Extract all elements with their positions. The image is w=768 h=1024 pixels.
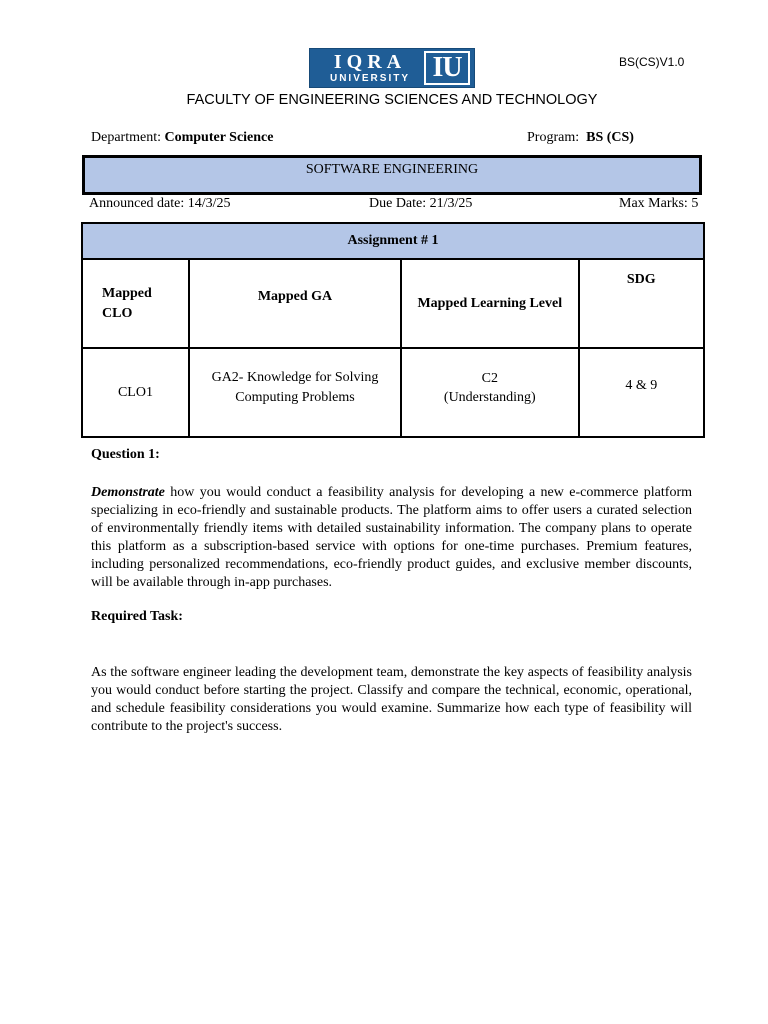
required-task-body: As the software engineer leading the development team, demonstrate the key aspects of feasibility analysis you would conduct before starting the project. Classify and compare the technical, economic, operational, and schedule feasibility considerations you would examine. Summarize how each type of feasibility will contribute to the project's success. (91, 665, 692, 734)
cell-clo: CLO1 (82, 348, 189, 437)
course-title-box (82, 155, 702, 195)
cell-ga-line2: Computing Problems (235, 390, 355, 405)
cell-ga (189, 348, 401, 437)
question-title: Question 1: (91, 447, 160, 462)
program-label: Program: (527, 130, 580, 145)
document-version: BS(CS)V1.0 (619, 55, 685, 69)
table-row (82, 348, 704, 437)
header-sdg: SDG (579, 259, 704, 348)
program-line (527, 130, 634, 146)
required-task-title: Required Task: (91, 609, 183, 624)
announced-date: Announced date: 14/3/25 (89, 196, 231, 211)
logo-main-text: IQRA (333, 51, 407, 73)
logo-mark: IU (424, 51, 470, 85)
department-value: Computer Science (164, 130, 274, 145)
program-value: BS (CS) (586, 130, 634, 145)
cell-level-line2: (Understanding) (443, 390, 536, 405)
cell-learning-level (401, 348, 578, 437)
faculty-heading: FACULTY OF ENGINEERING SCIENCES AND TECHNOLOGY (186, 92, 598, 108)
question-lead-word: Demonstrate (91, 485, 165, 500)
department-line (91, 130, 273, 146)
assignment-mapping-table (81, 222, 705, 438)
due-date: Due Date: 21/3/25 (369, 196, 473, 211)
table-header-row (82, 259, 704, 348)
cell-level-line1: C2 (481, 371, 498, 386)
question-text: how you would conduct a feasibility analysis for developing a new e-commerce platform specializing in eco-friendly and sustainable products. The platform aims to offer users a curated selection of environmentally friendly items with detailed sustainability information. The company plans to operate this platform as a subscription-based service with options for one-time purchases. Premium features, including personalized recommendations, eco-friendly product guides, and exclusive member discounts, will be available through in-app purchases. (91, 485, 692, 590)
assignment-title: Assignment # 1 (82, 223, 704, 259)
logo-wordmark (318, 51, 422, 85)
course-title: SOFTWARE ENGINEERING (305, 162, 479, 177)
department-label: Department: (91, 130, 161, 145)
cell-ga-line1: GA2- Knowledge for Solving (211, 370, 379, 385)
header-mapped-learning-level: Mapped Learning Level (401, 259, 578, 348)
university-logo (309, 48, 475, 88)
max-marks: Max Marks: 5 (619, 196, 699, 211)
header-mapped-clo: Mapped CLO (82, 259, 189, 348)
logo-sub-text: UNIVERSITY (329, 73, 410, 84)
question-body (91, 484, 692, 592)
header-mapped-ga: Mapped GA (189, 259, 401, 348)
cell-sdg: 4 & 9 (579, 348, 704, 437)
